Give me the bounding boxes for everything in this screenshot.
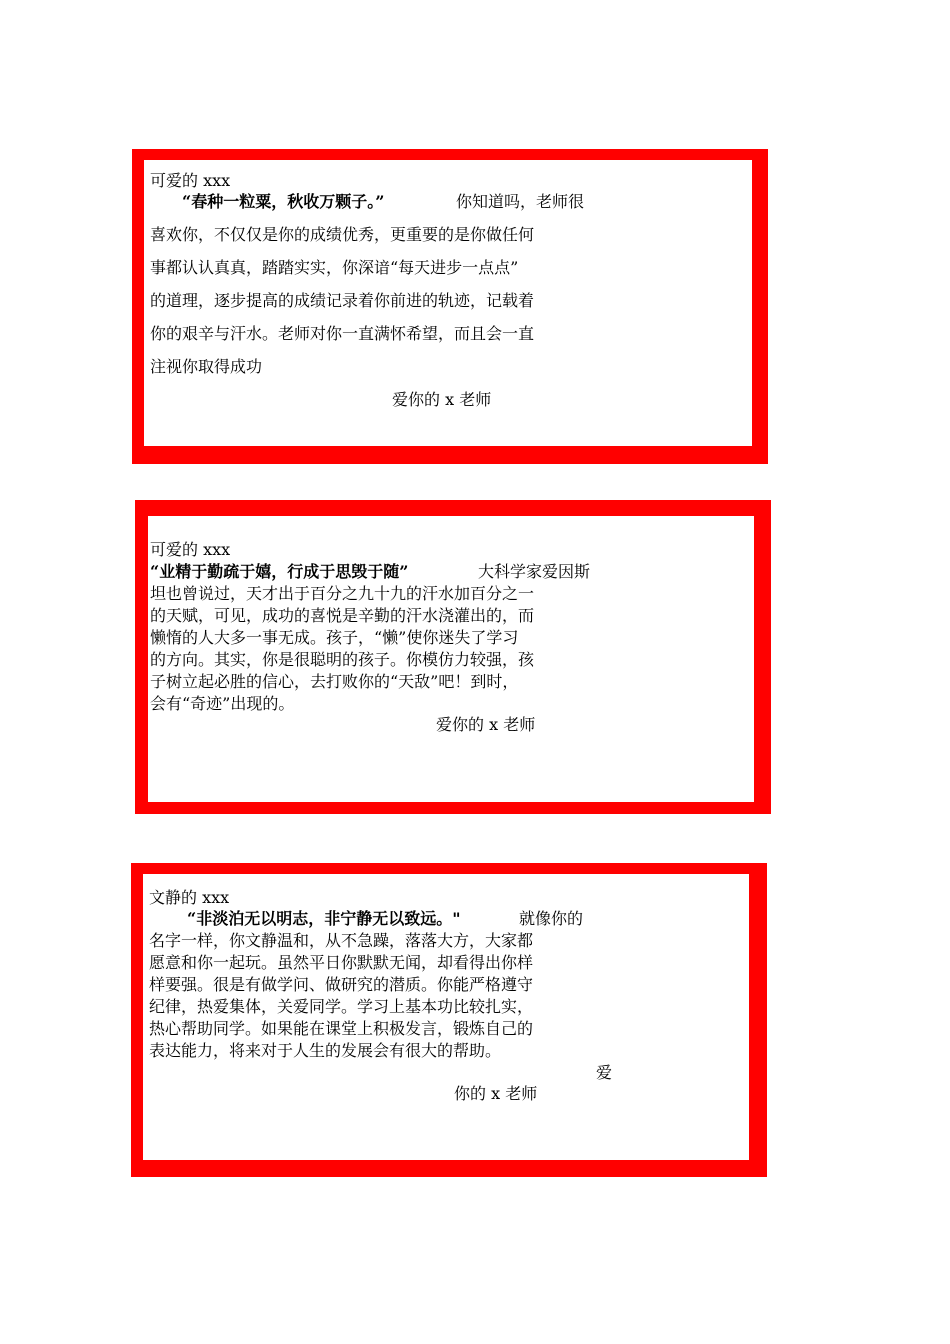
card-2-line-4: 懒惰的人大多一事无成。孩子，“懒”使你迷失了学习 <box>150 628 519 647</box>
card-1-line-3: 事都认认真真，踏踏实实，你深谙“每天进步一点点” <box>150 258 519 277</box>
card-2-line-1: 大科学家爱因斯 <box>478 562 591 581</box>
card-3-line-6: 热心帮助同学。如果能在课堂上积极发言，锻炼自己的 <box>149 1019 534 1038</box>
card-2-greeting: 可爱的 xxx <box>150 540 231 559</box>
card-3-quote: “非淡泊无以明志，非宁静无以致远。" <box>187 909 461 928</box>
card-3-line-4: 样要强。很是有做学问、做研究的潜质。你能严格遵守 <box>149 975 534 994</box>
card-2-quote: “业精于勤疏于嬉，行成于思毁于随” <box>150 562 409 581</box>
card-2-line-2: 坦也曾说过，天才出于百分之九十九的汗水加百分之一 <box>150 584 535 603</box>
card-1-line-4: 的道理，逐步提高的成绩记录着你前进的轨迹，记载着 <box>150 291 535 310</box>
card-3-line-5: 纪律，热爱集体，关爱同学。学习上基本功比较扎实， <box>149 997 534 1016</box>
card-3-line-3: 愿意和你一起玩。虽然平日你默默无闻，却看得出你样 <box>149 953 534 972</box>
card-2-line-3: 的天赋，可见，成功的喜悦是辛勤的汗水浇灌出的，而 <box>150 606 535 625</box>
card-3-line-2: 名字一样，你文静温和，从不急躁，落落大方，大家都 <box>149 931 534 950</box>
card-3-line-7: 表达能力，将来对于人生的发展会有很大的帮助。 <box>149 1041 502 1060</box>
card-3-line-1: 就像你的 <box>519 909 584 928</box>
card-1-greeting: 可爱的 xxx <box>150 171 231 190</box>
card-1-quote: “春种一粒粟，秋收万颗子。” <box>182 192 385 211</box>
card-2-signature: 爱你的 x 老师 <box>436 715 536 734</box>
card-1-signature: 爱你的 x 老师 <box>392 390 492 409</box>
card-1-line-6: 注视你取得成功 <box>150 357 263 376</box>
card-2-line-7: 会有“奇迹”出现的。 <box>150 694 295 713</box>
card-2-line-6: 子树立起必胜的信心，去打败你的“天敌”吧！到时， <box>150 672 519 691</box>
card-2-line-5: 的方向。其实，你是很聪明的孩子。你模仿力较强，孩 <box>150 650 535 669</box>
card-1-line-2: 喜欢你，不仅仅是你的成绩优秀，更重要的是你做任何 <box>150 225 535 244</box>
card-1-line-5: 你的艰辛与汗水。老师对你一直满怀希望，而且会一直 <box>150 324 535 343</box>
card-3-signature-part2: 你的 x 老师 <box>454 1084 538 1103</box>
card-3-signature-part1: 爱 <box>596 1063 613 1082</box>
card-3-greeting: 文静的 xxx <box>149 888 230 907</box>
card-1-line-1: 你知道吗，老师很 <box>456 192 585 211</box>
